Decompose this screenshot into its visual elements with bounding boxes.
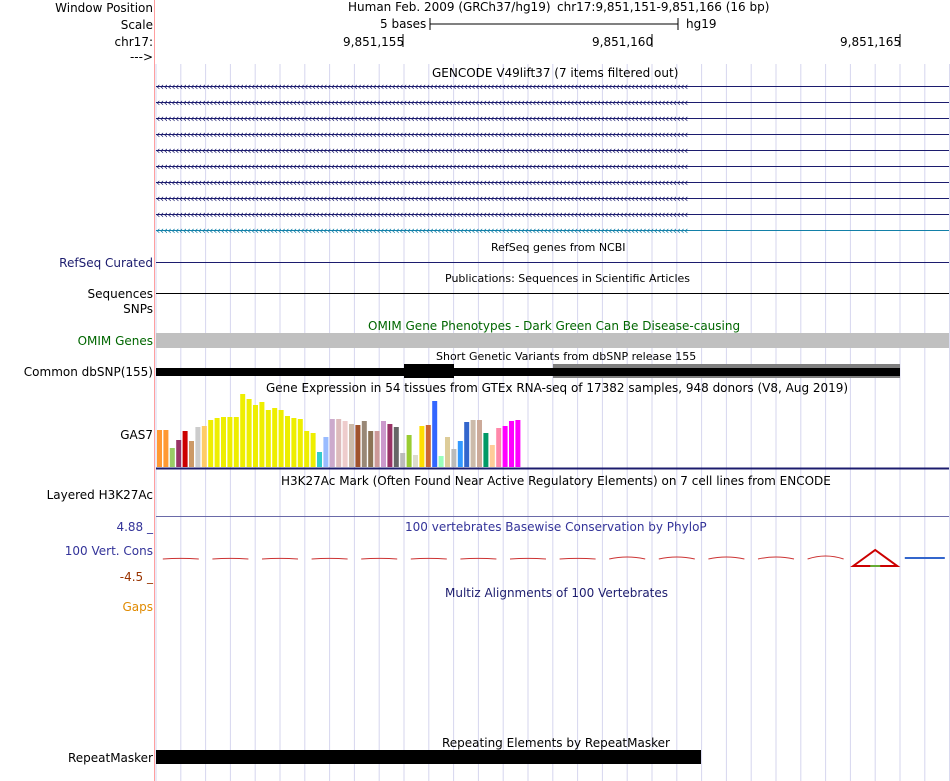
- gtex-label[interactable]: GAS7: [120, 428, 153, 442]
- phylop-peak: [853, 550, 897, 566]
- gencode-title[interactable]: GENCODE V49lift37 (7 items filtered out): [432, 66, 679, 80]
- gtex-title[interactable]: Gene Expression in 54 tissues from GTEx RNA-seq of 17382 samples, 948 donors (V8, Aug 2019): [266, 381, 849, 395]
- transcript-strand-arrows: ‹‹‹‹‹‹‹‹‹‹‹‹‹‹‹‹‹‹‹‹‹‹‹‹‹‹‹‹‹‹‹‹‹‹‹‹‹‹‹‹‹‹‹‹‹‹‹‹‹‹‹‹‹‹‹‹‹‹‹‹‹‹‹‹‹‹‹‹‹‹‹‹‹‹‹‹‹‹‹‹‹‹‹‹‹‹‹‹‹‹‹‹‹‹‹‹‹‹‹‹‹‹‹‹‹‹‹‹‹‹‹‹‹‹‹‹‹‹‹‹‹‹‹‹‹‹‹‹‹‹‹‹‹‹‹‹‹‹‹‹: [156, 128, 688, 141]
- refseq-label[interactable]: RefSeq Curated: [59, 256, 153, 270]
- transcript-strand-arrows: ‹‹‹‹‹‹‹‹‹‹‹‹‹‹‹‹‹‹‹‹‹‹‹‹‹‹‹‹‹‹‹‹‹‹‹‹‹‹‹‹‹‹‹‹‹‹‹‹‹‹‹‹‹‹‹‹‹‹‹‹‹‹‹‹‹‹‹‹‹‹‹‹‹‹‹‹‹‹‹‹‹‹‹‹‹‹‹‹‹‹‹‹‹‹‹‹‹‹‹‹‹‹‹‹‹‹‹‹‹‹‹‹‹‹‹‹‹‹‹‹‹‹‹‹‹‹‹‹‹‹‹‹‹‹‹‹‹‹‹‹: [156, 160, 688, 173]
- assembly-text: Human Feb. 2009 (GRCh37/hg19): [348, 0, 551, 14]
- phylop-min: -4.5 _: [119, 570, 153, 584]
- phylop-segment: [758, 557, 794, 559]
- dbsnp-title[interactable]: Short Genetic Variants from dbSNP release 155: [436, 350, 697, 363]
- omim-title[interactable]: OMIM Gene Phenotypes - Dark Green Can Be Disease-causing: [368, 319, 741, 333]
- transcript-strand-arrows: ‹‹‹‹‹‹‹‹‹‹‹‹‹‹‹‹‹‹‹‹‹‹‹‹‹‹‹‹‹‹‹‹‹‹‹‹‹‹‹‹‹‹‹‹‹‹‹‹‹‹‹‹‹‹‹‹‹‹‹‹‹‹‹‹‹‹‹‹‹‹‹‹‹‹‹‹‹‹‹‹‹‹‹‹‹‹‹‹‹‹‹‹‹‹‹‹‹‹‹‹‹‹‹‹‹‹‹‹‹‹‹‹‹‹‹‹‹‹‹‹‹‹‹‹‹‹‹‹‹‹‹‹‹‹‹‹‹‹‹‹: [156, 192, 688, 205]
- phylop-segment: [262, 558, 298, 559]
- tick-label-3: 9,851,165: [840, 35, 902, 49]
- scale-db: hg19: [686, 17, 717, 31]
- phylop-segment: [411, 558, 447, 559]
- transcript-strand-arrows: ‹‹‹‹‹‹‹‹‹‹‹‹‹‹‹‹‹‹‹‹‹‹‹‹‹‹‹‹‹‹‹‹‹‹‹‹‹‹‹‹‹‹‹‹‹‹‹‹‹‹‹‹‹‹‹‹‹‹‹‹‹‹‹‹‹‹‹‹‹‹‹‹‹‹‹‹‹‹‹‹‹‹‹‹‹‹‹‹‹‹‹‹‹‹‹‹‹‹‹‹‹‹‹‹‹‹‹‹‹‹‹‹‹‹‹‹‹‹‹‹‹‹‹‹‹‹‹‹‹‹‹‹‹‹‹‹‹‹‹‹: [156, 144, 688, 157]
- repeatmasker-title[interactable]: Repeating Elements by RepeatMasker: [442, 736, 670, 750]
- refseq-title[interactable]: RefSeq genes from NCBI: [491, 241, 626, 254]
- transcript-strand-arrows: ‹‹‹‹‹‹‹‹‹‹‹‹‹‹‹‹‹‹‹‹‹‹‹‹‹‹‹‹‹‹‹‹‹‹‹‹‹‹‹‹‹‹‹‹‹‹‹‹‹‹‹‹‹‹‹‹‹‹‹‹‹‹‹‹‹‹‹‹‹‹‹‹‹‹‹‹‹‹‹‹‹‹‹‹‹‹‹‹‹‹‹‹‹‹‹‹‹‹‹‹‹‹‹‹‹‹‹‹‹‹‹‹‹‹‹‹‹‹‹‹‹‹‹‹‹‹‹‹‹‹‹‹‹‹‹‹‹‹‹‹: [156, 96, 688, 109]
- arrow-label: --->: [129, 50, 153, 64]
- phylop-segment: [560, 558, 596, 559]
- multiz-title[interactable]: Multiz Alignments of 100 Vertebrates: [445, 586, 669, 600]
- publications-title[interactable]: Publications: Sequences in Scientific Articles: [445, 272, 690, 285]
- repeatmasker-label[interactable]: RepeatMasker: [67, 751, 153, 765]
- phylop-segment: [708, 557, 744, 559]
- tick-label-2: 9,851,160: [592, 35, 654, 49]
- phylop-segment: [163, 558, 199, 559]
- phylop-title[interactable]: 100 vertebrates Basewise Conservation by PhyloP: [405, 520, 707, 534]
- phylop-segment: [212, 558, 248, 559]
- h3k27ac-title[interactable]: H3K27Ac Mark (Often Found Near Active Regulatory Elements) on 7 cell lines from ENCODE: [281, 474, 831, 488]
- repeatmasker-block[interactable]: [156, 750, 701, 764]
- phylop-max: 4.88 _: [116, 520, 153, 534]
- transcript-strand-arrows: ‹‹‹‹‹‹‹‹‹‹‹‹‹‹‹‹‹‹‹‹‹‹‹‹‹‹‹‹‹‹‹‹‹‹‹‹‹‹‹‹‹‹‹‹‹‹‹‹‹‹‹‹‹‹‹‹‹‹‹‹‹‹‹‹‹‹‹‹‹‹‹‹‹‹‹‹‹‹‹‹‹‹‹‹‹‹‹‹‹‹‹‹‹‹‹‹‹‹‹‹‹‹‹‹‹‹‹‹‹‹‹‹‹‹‹‹‹‹‹‹‹‹‹‹‹‹‹‹‹‹‹‹‹‹‹‹‹‹‹‹: [156, 80, 688, 93]
- omim-label[interactable]: OMIM Genes: [77, 334, 153, 348]
- phylop-label[interactable]: 100 Vert. Cons: [64, 544, 153, 558]
- dbsnp-label[interactable]: Common dbSNP(155): [23, 365, 153, 379]
- scale-label: Scale: [120, 18, 153, 32]
- phylop-segment: [659, 557, 695, 559]
- window-position-label: Window Position: [55, 1, 153, 15]
- transcript-strand-arrows: ‹‹‹‹‹‹‹‹‹‹‹‹‹‹‹‹‹‹‹‹‹‹‹‹‹‹‹‹‹‹‹‹‹‹‹‹‹‹‹‹‹‹‹‹‹‹‹‹‹‹‹‹‹‹‹‹‹‹‹‹‹‹‹‹‹‹‹‹‹‹‹‹‹‹‹‹‹‹‹‹‹‹‹‹‹‹‹‹‹‹‹‹‹‹‹‹‹‹‹‹‹‹‹‹‹‹‹‹‹‹‹‹‹‹‹‹‹‹‹‹‹‹‹‹‹‹‹‹‹‹‹‹‹‹‹‹‹‹‹‹: [156, 224, 688, 237]
- phylop-segment: [312, 558, 348, 559]
- phylop-segment: [460, 558, 496, 559]
- transcript-strand-arrows: ‹‹‹‹‹‹‹‹‹‹‹‹‹‹‹‹‹‹‹‹‹‹‹‹‹‹‹‹‹‹‹‹‹‹‹‹‹‹‹‹‹‹‹‹‹‹‹‹‹‹‹‹‹‹‹‹‹‹‹‹‹‹‹‹‹‹‹‹‹‹‹‹‹‹‹‹‹‹‹‹‹‹‹‹‹‹‹‹‹‹‹‹‹‹‹‹‹‹‹‹‹‹‹‹‹‹‹‹‹‹‹‹‹‹‹‹‹‹‹‹‹‹‹‹‹‹‹‹‹‹‹‹‹‹‹‹‹‹‹‹: [156, 112, 688, 125]
- snps-label[interactable]: SNPs: [123, 302, 153, 316]
- sequences-label[interactable]: Sequences: [87, 287, 153, 301]
- scale-text: 5 bases: [380, 17, 427, 31]
- h3k27ac-label[interactable]: Layered H3K27Ac: [46, 488, 153, 502]
- phylop-segment: [609, 557, 645, 559]
- phylop-segment: [808, 556, 844, 559]
- gaps-label[interactable]: Gaps: [122, 600, 153, 614]
- phylop-segment: [510, 558, 546, 559]
- phylop-segment: [361, 558, 397, 559]
- transcript-strand-arrows: ‹‹‹‹‹‹‹‹‹‹‹‹‹‹‹‹‹‹‹‹‹‹‹‹‹‹‹‹‹‹‹‹‹‹‹‹‹‹‹‹‹‹‹‹‹‹‹‹‹‹‹‹‹‹‹‹‹‹‹‹‹‹‹‹‹‹‹‹‹‹‹‹‹‹‹‹‹‹‹‹‹‹‹‹‹‹‹‹‹‹‹‹‹‹‹‹‹‹‹‹‹‹‹‹‹‹‹‹‹‹‹‹‹‹‹‹‹‹‹‹‹‹‹‹‹‹‹‹‹‹‹‹‹‹‹‹‹‹‹‹: [156, 208, 688, 221]
- transcript-strand-arrows: ‹‹‹‹‹‹‹‹‹‹‹‹‹‹‹‹‹‹‹‹‹‹‹‹‹‹‹‹‹‹‹‹‹‹‹‹‹‹‹‹‹‹‹‹‹‹‹‹‹‹‹‹‹‹‹‹‹‹‹‹‹‹‹‹‹‹‹‹‹‹‹‹‹‹‹‹‹‹‹‹‹‹‹‹‹‹‹‹‹‹‹‹‹‹‹‹‹‹‹‹‹‹‹‹‹‹‹‹‹‹‹‹‹‹‹‹‹‹‹‹‹‹‹‹‹‹‹‹‹‹‹‹‹‹‹‹‹‹‹‹: [156, 176, 688, 189]
- position-text: chr17:9,851,151-9,851,166 (16 bp): [557, 0, 770, 14]
- chrom-label: chr17:: [114, 35, 153, 49]
- tick-label-1: 9,851,155: [343, 35, 405, 49]
